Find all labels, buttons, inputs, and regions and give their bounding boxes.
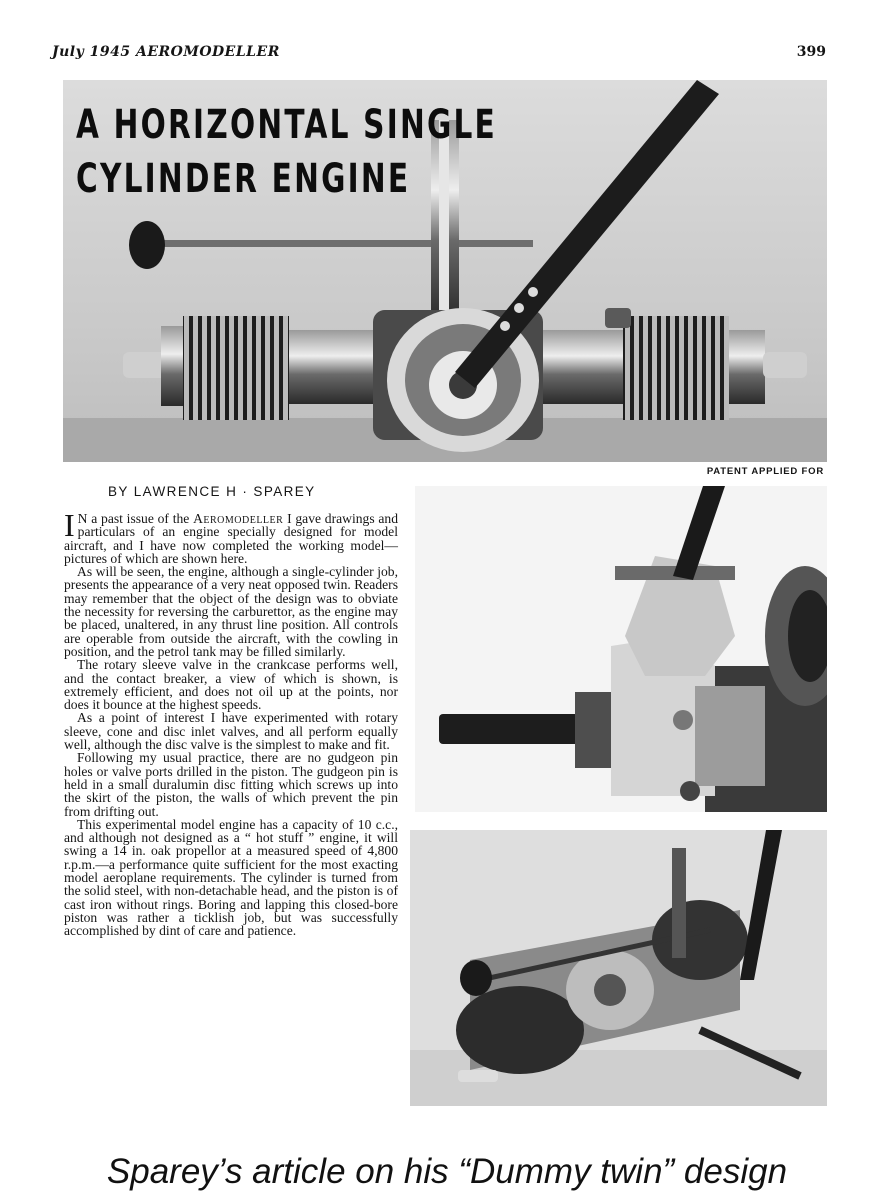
p1-text-a: N a past issue of the [77, 511, 194, 526]
magazine-name: Aeromodeller [193, 511, 284, 526]
contact-breaker-photo [415, 486, 827, 812]
paragraph-4: As a point of interest I have experimented with rotary sleeve, cone and disc inlet valves, and all perform equally well, although the disc valve is the simplest to make and fit. [64, 710, 398, 753]
article-title [76, 98, 497, 206]
byline: BY LAWRENCE H · SPAREY [108, 484, 316, 499]
paragraph-2: As will be seen, the engine, although a single-cylinder job, presents the appearance of a very neat opposed twin. Readers may remember that the object of the design was to obviate the necessity for reversing the carburettor, as the engine may be placed, unaltered, in any thrust line position. All controls are operable from outside the aircraft, with the cowling in position, and the petrol tank may be filled similarly. [64, 564, 398, 659]
paragraph-5: Following my usual practice, there are no gudgeon pin holes or valve ports drilled in the piston. The gudgeon pin is held in a small duralumin disc fitting which screws up into the skirt of the piston, the walls of which prevent the pin from drifting out. [64, 750, 398, 819]
paragraph-6: This experimental model engine has a capacity of 10 c.c., and although not designed as a “ hot stuff ” engine, it will swing a 14 in. oak propellor at a measured speed of 4,800 r.p.m.—a performance quite sufficient for the most exacting model aeroplane requirements. The cylinder is turned from the solid steel, with non-detachable head, and the piston is of cast iron without rings. Boring and lapping this closed-bore piston was rather a ticklish job, but was successfully accomplished by dint of care and patience. [64, 816, 398, 939]
engine-three-quarter-photo [410, 830, 827, 1106]
p1-text-b: I gave drawings and particulars of an engine specially designed for model aircraft, and I have now completed the working model—pictures of which are shown here. [64, 511, 398, 566]
paragraph-3: The rotary sleeve valve in the crankcase performs well, and the contact breaker, a view of which is shown, is extremely efficient, and does not oil up at the points, nor does it bounce at the highest speeds. [64, 657, 398, 713]
page-number: 399 [796, 44, 826, 60]
article-body [64, 507, 398, 939]
image-caption: Sparey’s article on his “Dummy twin” design [106, 1152, 788, 1191]
paragraph-1 [64, 507, 398, 566]
title-line-2: CYLINDER ENGINE [76, 156, 411, 202]
title-line-1: A HORIZONTAL SINGLE [76, 102, 497, 148]
patent-note: PATENT APPLIED FOR [706, 466, 824, 477]
running-header: July 1945 AEROMODELLER [52, 44, 280, 60]
drop-cap: I [64, 507, 75, 543]
